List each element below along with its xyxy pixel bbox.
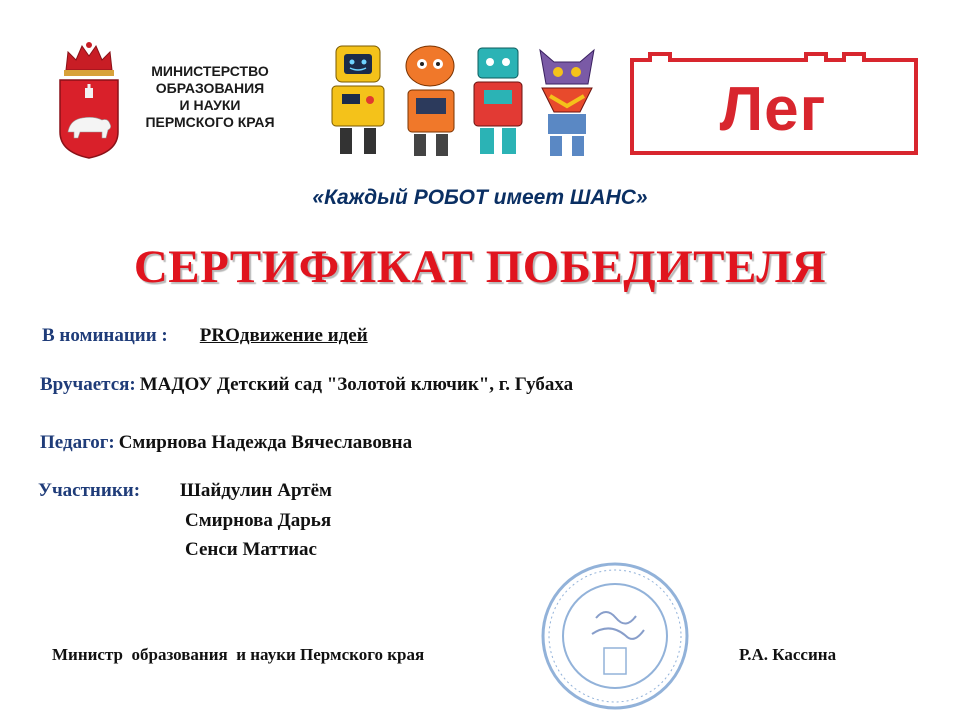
minister-position: Министр образования и науки Пермского края (52, 645, 425, 664)
ministry-line: МИНИСТЕРСТВО (151, 63, 269, 79)
awarded-label: Вручается: (40, 374, 136, 395)
nomination-label: В номинации : (42, 325, 168, 346)
ministry-line: И НАУКИ (179, 97, 241, 113)
participants-label: Участники: (38, 480, 141, 501)
legoplis-logo (630, 52, 918, 155)
ministry-line: ПЕРМСКОГО КРАЯ (145, 114, 275, 130)
ministry-name (130, 63, 290, 131)
ministry-line: ОБРАЗОВАНИЯ (155, 80, 265, 96)
awarded-row (40, 374, 573, 396)
teacher-value: Смирнова Надежда Вячеславовна (118, 432, 413, 453)
teal-robot-figure (474, 48, 522, 154)
participant-name: Сенси Маттиас (185, 539, 317, 560)
awarded-value: МАДОУ Детский сад "Золотой ключик", г. Губаха (139, 374, 574, 395)
purple-robot-figure (540, 50, 594, 156)
participant-name: Смирнова Дарья (185, 510, 332, 531)
teacher-row (40, 432, 412, 454)
robots-illustration (318, 38, 610, 163)
certificate-title: СЕРТИФИКАТ ПОБЕДИТЕЛЯ (133, 241, 827, 293)
slogan: «Каждый РОБОТ имеет ШАНС» (312, 186, 648, 209)
nomination-value: PROдвижение идей (199, 325, 368, 346)
perm-coat-of-arms-emblem (54, 40, 124, 160)
participant-name: Шайдулин Артём (180, 480, 332, 501)
nomination-row (42, 325, 368, 347)
teacher-label: Педагог: (40, 432, 115, 453)
yellow-robot-figure (332, 46, 384, 154)
official-stamp-seal (530, 556, 700, 716)
svg-text:Лег: Лег (719, 75, 827, 144)
minister-name: Р.А. Кассина (739, 645, 837, 664)
orange-robot-figure (406, 46, 454, 156)
